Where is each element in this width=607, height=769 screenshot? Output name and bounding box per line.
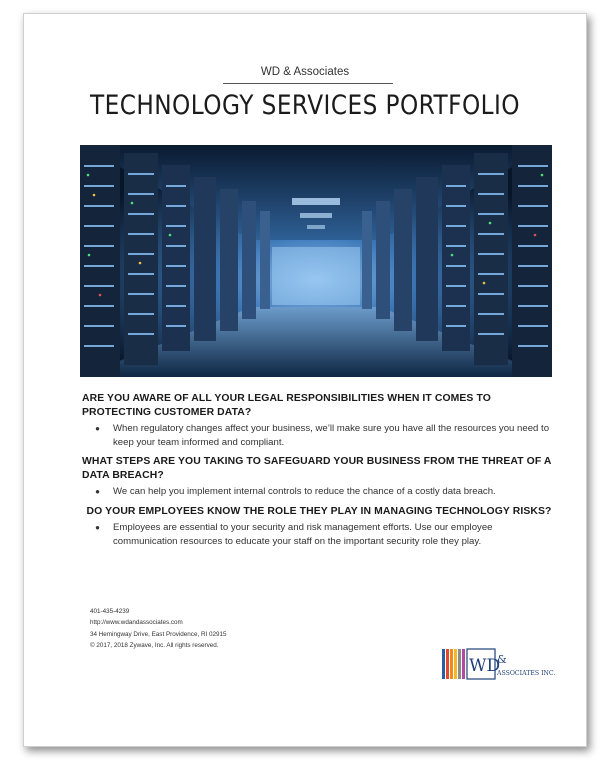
faq-block-breach: [82, 455, 556, 499]
faq-question: WHAT STEPS ARE YOU TAKING TO SAFEGUARD YOUR BUSINESS FROM THE THREAT OF A DATA BREACH?: [82, 456, 552, 481]
logo-name: ASSOCIATES INC.: [497, 670, 556, 677]
faq-block-employees: [82, 505, 556, 549]
company-logo: [442, 647, 562, 681]
server-room-illustration: [80, 145, 552, 377]
address: 34 Hemingway Drive, East Providence, RI 02915: [90, 630, 227, 638]
faq-block-legal: [82, 392, 556, 449]
company-name: WD & Associates: [260, 66, 350, 78]
bullet-icon: ●: [95, 487, 100, 496]
document-page: [23, 13, 587, 747]
phone-number: 401-435-4239: [90, 608, 130, 615]
faq-question: DO YOUR EMPLOYEES KNOW THE ROLE THEY PLAY IN MANAGING TECHNOLOGY RISKS?: [86, 505, 552, 517]
copyright: © 2017, 2018 Zywave, Inc. All rights reserved.: [90, 642, 219, 650]
bullet-icon: ●: [95, 523, 100, 532]
faq-section: [82, 392, 556, 554]
website-link[interactable]: http://www.wdandassociates.com: [90, 619, 183, 627]
server-room-photo: [80, 145, 552, 377]
contact-footer: [90, 606, 227, 652]
logo-mark: WD: [469, 656, 501, 676]
faq-answer-item: [82, 521, 556, 548]
logo-graphic: [442, 647, 562, 681]
faq-question: ARE YOU AWARE OF ALL YOUR LEGAL RESPONSIBILITIES WHEN IT COMES TO PROTECTING CUSTOMER DATA?: [82, 393, 491, 418]
faq-answer: Employees are essential to your security and risk management efforts. Use our employee communication resources to educate your staff on the important security role they play.: [113, 522, 493, 547]
faq-answer-item: [82, 485, 556, 499]
page-title: TECHNOLOGY SERVICES PORTFOLIO: [89, 90, 521, 121]
faq-answer: We can help you implement internal controls to reduce the chance of a costly data breach.: [113, 486, 496, 497]
faq-answer: When regulatory changes affect your business, we’ll make sure you have all the resources you need to keep your team informed and compliant.: [113, 423, 550, 448]
bullet-icon: ●: [95, 424, 100, 433]
faq-answer-item: [82, 422, 556, 449]
logo-ampersand: &: [497, 653, 507, 666]
title-divider: [223, 83, 393, 84]
